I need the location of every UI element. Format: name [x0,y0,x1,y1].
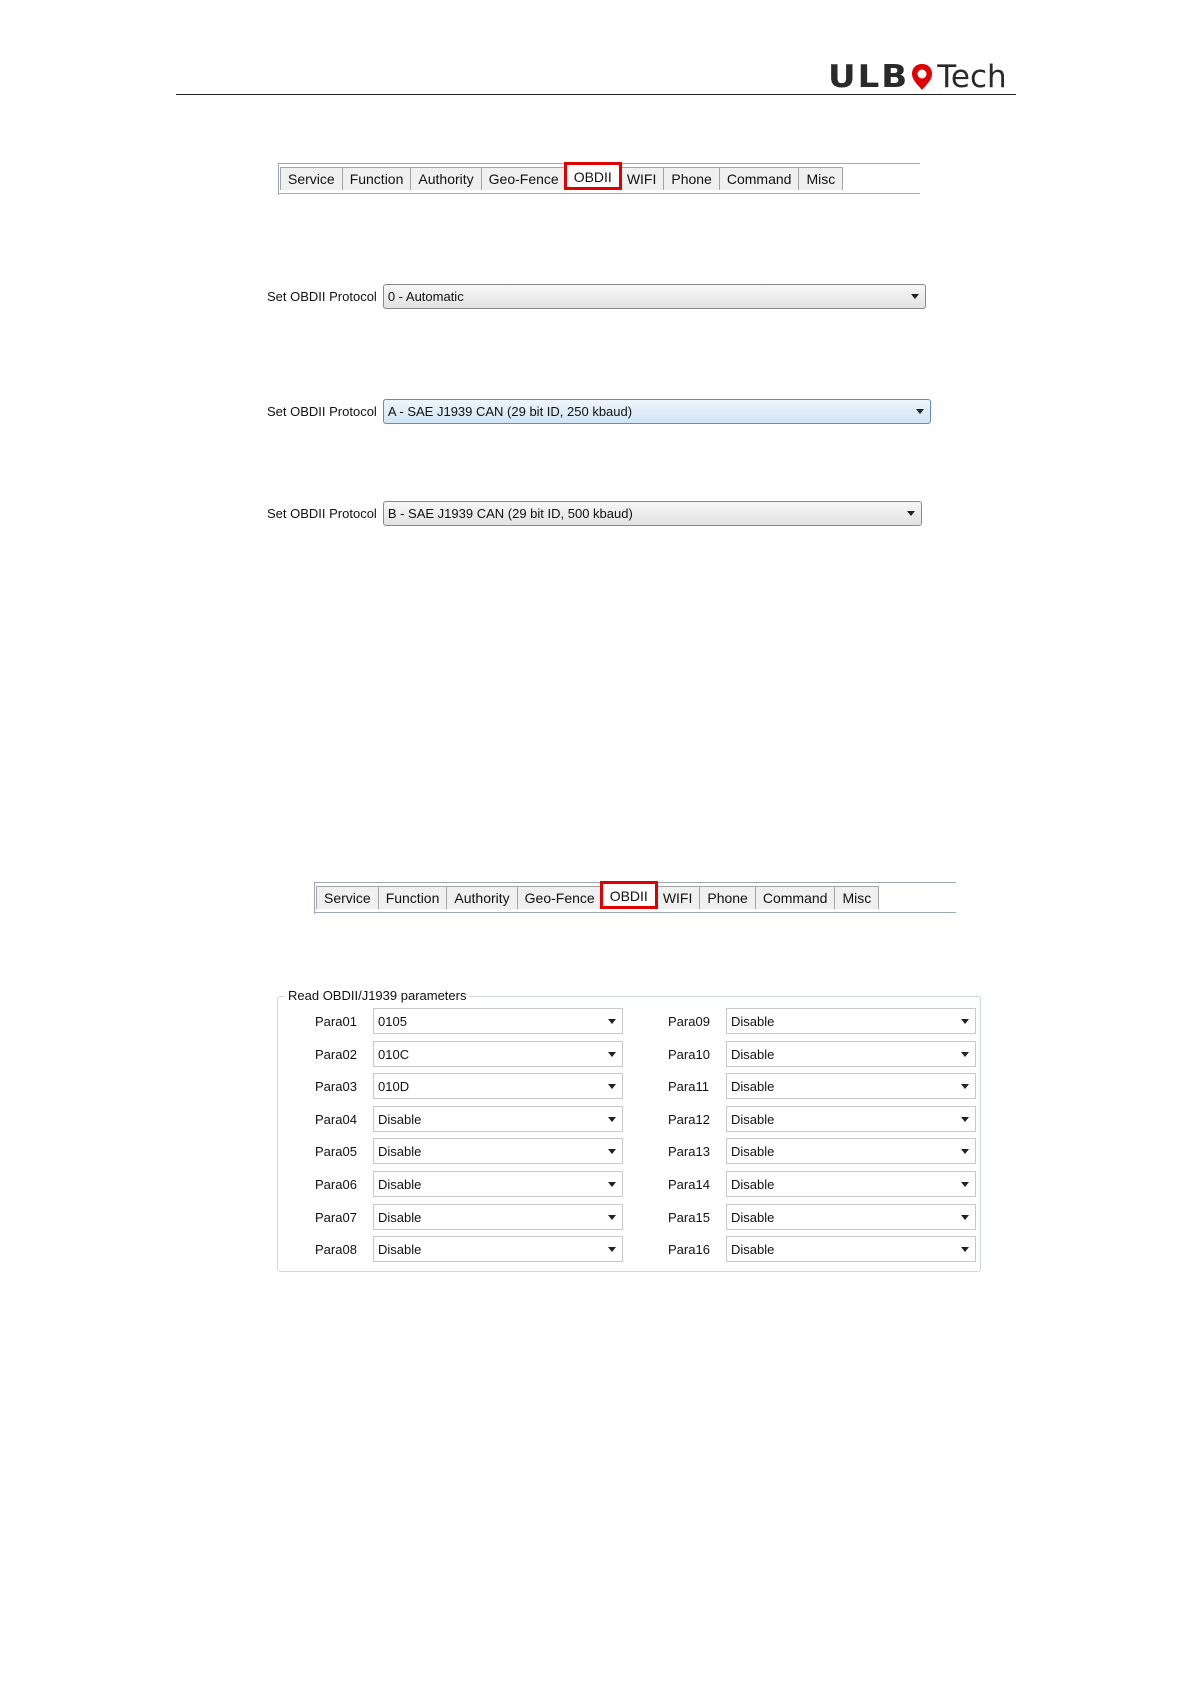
chevron-down-icon [961,1019,969,1024]
parameter-select[interactable] [373,1171,623,1197]
parameter-select-value: 0105 [378,1013,407,1029]
parameter-select[interactable] [373,1106,623,1132]
tab-command[interactable]: Command [755,886,836,909]
tab-list [316,886,878,910]
parameter-row [668,1041,976,1067]
chevron-down-icon [608,1215,616,1220]
parameter-select-value: Disable [731,1013,775,1029]
chevron-down-icon [608,1084,616,1089]
parameter-select-value: Disable [378,1143,422,1159]
parameter-label: Para04 [315,1111,357,1127]
chevron-down-icon [961,1052,969,1057]
tab-misc[interactable]: Misc [834,886,879,909]
parameter-select[interactable] [726,1008,976,1034]
chevron-down-icon [961,1247,969,1252]
header-divider [176,94,1016,95]
parameter-select-value: Disable [731,1046,775,1062]
chevron-down-icon [961,1117,969,1122]
chevron-down-icon [961,1084,969,1089]
parameter-label: Para07 [315,1209,357,1225]
company-logo [828,60,1007,94]
parameter-label: Para14 [668,1176,710,1192]
chevron-down-icon [608,1052,616,1057]
protocol-row [267,284,926,309]
protocol-label: Set OBDII Protocol [267,506,377,521]
parameter-select[interactable] [726,1204,976,1230]
tab-bar [278,163,920,194]
parameters-group [277,996,981,1272]
parameter-row [668,1204,976,1230]
tab-service[interactable]: Service [280,167,343,190]
parameter-select-value: 010C [378,1046,410,1062]
parameter-select[interactable] [726,1138,976,1164]
parameter-row [315,1106,623,1132]
chevron-down-icon [961,1149,969,1154]
parameter-select[interactable] [726,1236,976,1262]
tab-obdii[interactable]: OBDII [602,883,656,907]
tab-phone[interactable]: Phone [699,886,755,909]
parameter-row [315,1138,623,1164]
parameter-row [668,1171,976,1197]
parameter-label: Para13 [668,1143,710,1159]
chevron-down-icon [961,1215,969,1220]
parameter-select[interactable] [726,1041,976,1067]
parameter-label: Para03 [315,1078,357,1094]
tab-command[interactable]: Command [719,167,800,190]
chevron-down-icon [608,1117,616,1122]
protocol-select-value: B - SAE J1939 CAN (29 bit ID, 500 kbaud) [387,506,633,521]
protocol-select[interactable] [383,399,931,424]
parameter-select-value: 010D [378,1078,410,1094]
chevron-down-icon [608,1247,616,1252]
parameter-label: Para11 [668,1078,709,1094]
parameter-label: Para10 [668,1046,710,1062]
parameter-select[interactable] [373,1138,623,1164]
logo-mark-icon [911,63,933,91]
tab-obdii[interactable]: OBDII [566,164,620,188]
parameter-label: Para01 [315,1013,357,1029]
tab-wifi[interactable]: WIFI [619,167,665,190]
parameter-row [668,1236,976,1262]
protocol-label: Set OBDII Protocol [267,289,377,304]
parameter-select-value: Disable [731,1143,775,1159]
tab-wifi[interactable]: WIFI [655,886,701,909]
parameter-label: Para02 [315,1046,357,1062]
parameter-select[interactable] [373,1073,623,1099]
protocol-select-value: 0 - Automatic [387,289,464,304]
protocol-row [267,501,922,526]
tab-bar-edge [314,883,315,914]
parameter-select-value: Disable [378,1209,422,1225]
parameter-label: Para16 [668,1241,710,1257]
parameter-select[interactable] [373,1204,623,1230]
parameter-select-value: Disable [378,1241,422,1257]
chevron-down-icon [911,294,919,299]
parameter-select[interactable] [726,1106,976,1132]
tab-function[interactable]: Function [378,886,448,909]
protocol-label: Set OBDII Protocol [267,404,377,419]
protocol-select[interactable] [383,284,926,309]
parameter-row [668,1106,976,1132]
parameter-select[interactable] [726,1171,976,1197]
parameter-select-value: Disable [731,1111,775,1127]
parameter-row [315,1041,623,1067]
chevron-down-icon [961,1182,969,1187]
chevron-down-icon [916,409,924,414]
parameter-row [668,1073,976,1099]
parameter-row [315,1204,623,1230]
parameter-label: Para06 [315,1176,357,1192]
tab-misc[interactable]: Misc [798,167,843,190]
parameter-select-value: Disable [731,1209,775,1225]
protocol-select[interactable] [383,501,922,526]
parameter-select-value: Disable [731,1078,775,1094]
parameters-group-title: Read OBDII/J1939 parameters [285,988,469,1003]
parameter-row [668,1008,976,1034]
tab-service[interactable]: Service [316,886,379,909]
tab-phone[interactable]: Phone [663,167,719,190]
parameter-select[interactable] [373,1008,623,1034]
parameter-label: Para12 [668,1111,710,1127]
chevron-down-icon [608,1182,616,1187]
parameter-select-value: Disable [731,1241,775,1257]
parameter-row [315,1171,623,1197]
parameter-label: Para09 [668,1013,710,1029]
parameter-label: Para15 [668,1209,710,1225]
parameter-row [315,1008,623,1034]
tab-authority[interactable]: Authority [410,167,481,190]
parameter-select[interactable] [373,1041,623,1067]
protocol-row [267,399,931,424]
parameter-row [315,1236,623,1262]
protocol-select-value: A - SAE J1939 CAN (29 bit ID, 250 kbaud) [387,404,633,419]
parameter-select-value: Disable [378,1111,422,1127]
parameter-select[interactable] [726,1073,976,1099]
parameter-label: Para08 [315,1241,357,1257]
tab-geo-fence[interactable]: Geo-Fence [481,167,567,190]
tab-geo-fence[interactable]: Geo-Fence [517,886,603,909]
chevron-down-icon [608,1149,616,1154]
logo-text-tech: Tech [937,59,1007,95]
logo-text-ulb: ULB [828,58,910,96]
parameter-label: Para05 [315,1143,357,1159]
parameter-row [315,1073,623,1099]
chevron-down-icon [907,511,915,516]
parameter-select-value: Disable [378,1176,422,1192]
parameter-row [668,1138,976,1164]
tab-bar [314,882,956,913]
tab-authority[interactable]: Authority [446,886,517,909]
chevron-down-icon [608,1019,616,1024]
tab-function[interactable]: Function [342,167,412,190]
tab-list [280,167,842,191]
tab-bar-edge [278,164,279,195]
parameter-select[interactable] [373,1236,623,1262]
parameter-select-value: Disable [731,1176,775,1192]
